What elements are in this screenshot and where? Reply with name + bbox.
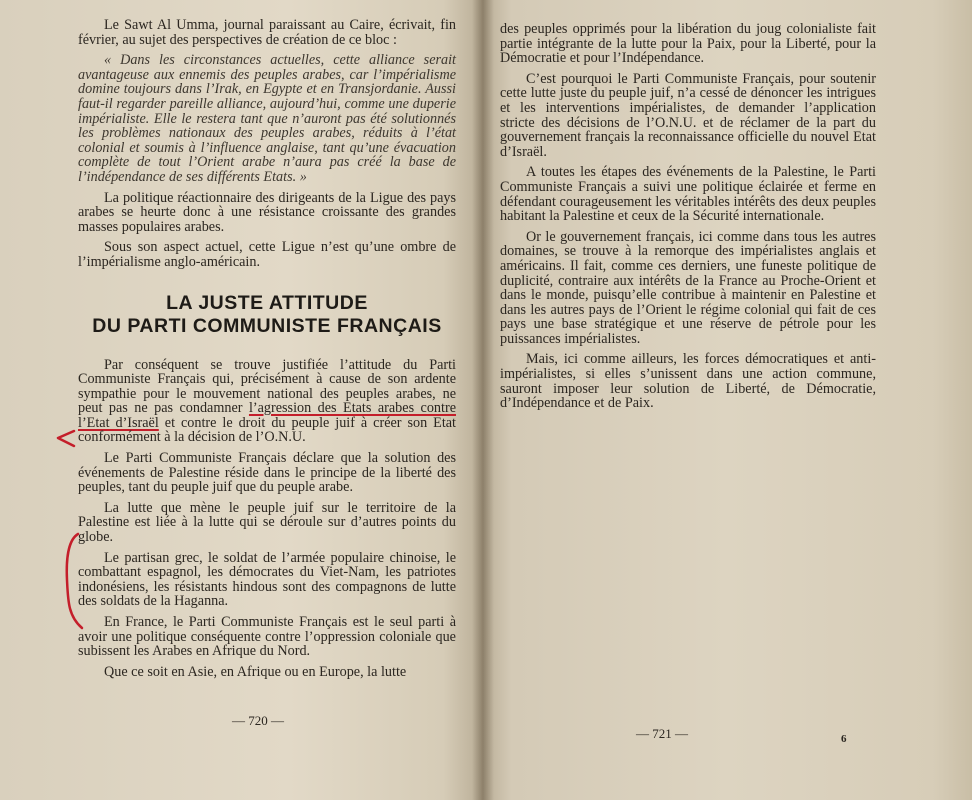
paragraph-france: En France, le Parti Communiste Français est le seul parti à avoir une politique conséquente contre l’oppression coloniale que subissent les Arabes en Afrique du Nord.: [78, 614, 456, 660]
section-heading: [78, 292, 456, 338]
heading-line-2: DU PARTI COMMUNISTE FRANÇAIS: [92, 314, 442, 337]
page-number-left: — 720 —: [232, 713, 284, 728]
paragraph-forces: Mais, ici comme ailleurs, les forces démocratiques et anti-impérialistes, si elles s’unissent dans une action commune, sauront imposer leur solution de Liberté, de Démocratie, d’Indépendance et de Paix.: [500, 351, 876, 412]
quotation: « Dans les circonstances actuelles, cette alliance serait avantageuse aux ennemis des peuples arabes, car l’impérialisme domine toujours dans l’Irak, en Egypte et en Transjordanie. Aussi faut-il regarder pareille alliance, aujourd’hui, comme une duperie impérialiste. Elle le restera tant que n’auront pas été solutionnés les problèmes nationaux des peuples arabes, réduits à l’état colonial et soumis à l’influence anglaise, tant qu’une évacuation complète de tout l’Orient arabe n’aura pas créé la base de l’indépendance de ses différents Etats. »: [78, 52, 456, 185]
paragraph-attitude: [78, 358, 456, 446]
paragraph-etapes: A toutes les étapes des événements de la Palestine, le Parti Communiste Français a suivi une politique éclairée et ferme en défendant courageusement les véritables intérêts des deux peuples habitant la Palestine et ceux de la Sécurité internationale.: [500, 164, 876, 225]
paragraph-liberation: des peuples opprimés pour la libération du joug colonialiste fait partie intégrante de la lutte pour la Paix, pour la Liberté, pour la Démocratie et pour l’Indépendance.: [500, 21, 876, 67]
paragraph-continuation: Que ce soit en Asie, en Afrique ou en Europe, la lutte: [104, 663, 407, 680]
paragraph-attitude-start: Par conséquent se trouve justifiée l’attitude du Parti Communiste Français qui, précisément à cause de son ardente sympathie pour le mouvement national des peuples arabes, ne peut pas ne pas condamner: [78, 356, 456, 417]
page-721: [482, 0, 972, 800]
signature-mark: 6: [841, 733, 847, 745]
paragraph-attitude-end: et contre le droit du peuple juif à créer son Etat conformément à la décision de l’O.N.U.: [78, 414, 457, 446]
paragraph-solution: Le Parti Communiste Français déclare que la solution des événements de Palestine réside dans le principe de la liberté des peuples, tant du peuple juif que du peuple arabe.: [78, 450, 456, 496]
page-720: [0, 0, 482, 800]
heading-line-1: LA JUSTE ATTITUDE: [166, 291, 368, 314]
paragraph-partisans: Le partisan grec, le soldat de l’armée populaire chinoise, le combattant espagnol, les démocrates du Viet-Nam, les patriotes indonésiens, les résistants hindous sont des compagnons de lutte des soldats de la Haganna.: [78, 549, 456, 610]
paragraph-lutte: La lutte que mène le peuple juif sur le territoire de la Palestine est liée à la lutte qui se déroule sur d’autres points du globe.: [78, 499, 456, 546]
paragraph-sawt-al-umma: Le Sawt Al Umma, journal paraissant au Caire, écrivait, fin février, au sujet des perspectives de création de ce bloc :: [78, 17, 456, 48]
paragraph-ligue-politique: La politique réactionnaire des dirigeants de la Ligue des pays arabes se heurte donc à une résistance croissante des grandes masses populaires arabes.: [78, 189, 456, 235]
paragraph-soutenir: C’est pourquoi le Parti Communiste Français, pour soutenir cette lutte juste du peuple juif, n’a cessé de dénoncer les intrigues et les interventions impérialistes, de demander l’application stricte des décisions de l’O.N.U. et de réclamer de la part du gouvernement français la reconnaissance officielle du nouvel Etat d’Israël.: [500, 70, 876, 160]
underlined-passage: l’agression des Etats arabes contre l’Etat d’Israël: [78, 400, 456, 431]
paragraph-ligue-ombre: Sous son aspect actuel, cette Ligue n’est qu’une ombre de l’impérialisme anglo-américain.: [78, 239, 456, 270]
paragraph-gouvernement: Or le gouvernement français, ici comme dans tous les autres domaines, se trouve à la remorque des impérialistes anglais et américains. Il fait, comme ces derniers, une funeste politique de duplicité, contraire aux intérêts de la France au Proche-Orient et dans le monde, puisqu’elle contribue à maintenir en Palestine et dans les autres pays de l’Orient le régime colonial qui fait de ces pays une base stratégique et une réserve de pétrole pour les puissances impérialistes.: [500, 228, 876, 347]
book-gutter: [472, 0, 494, 800]
page-number-right: — 721 —: [636, 726, 688, 741]
